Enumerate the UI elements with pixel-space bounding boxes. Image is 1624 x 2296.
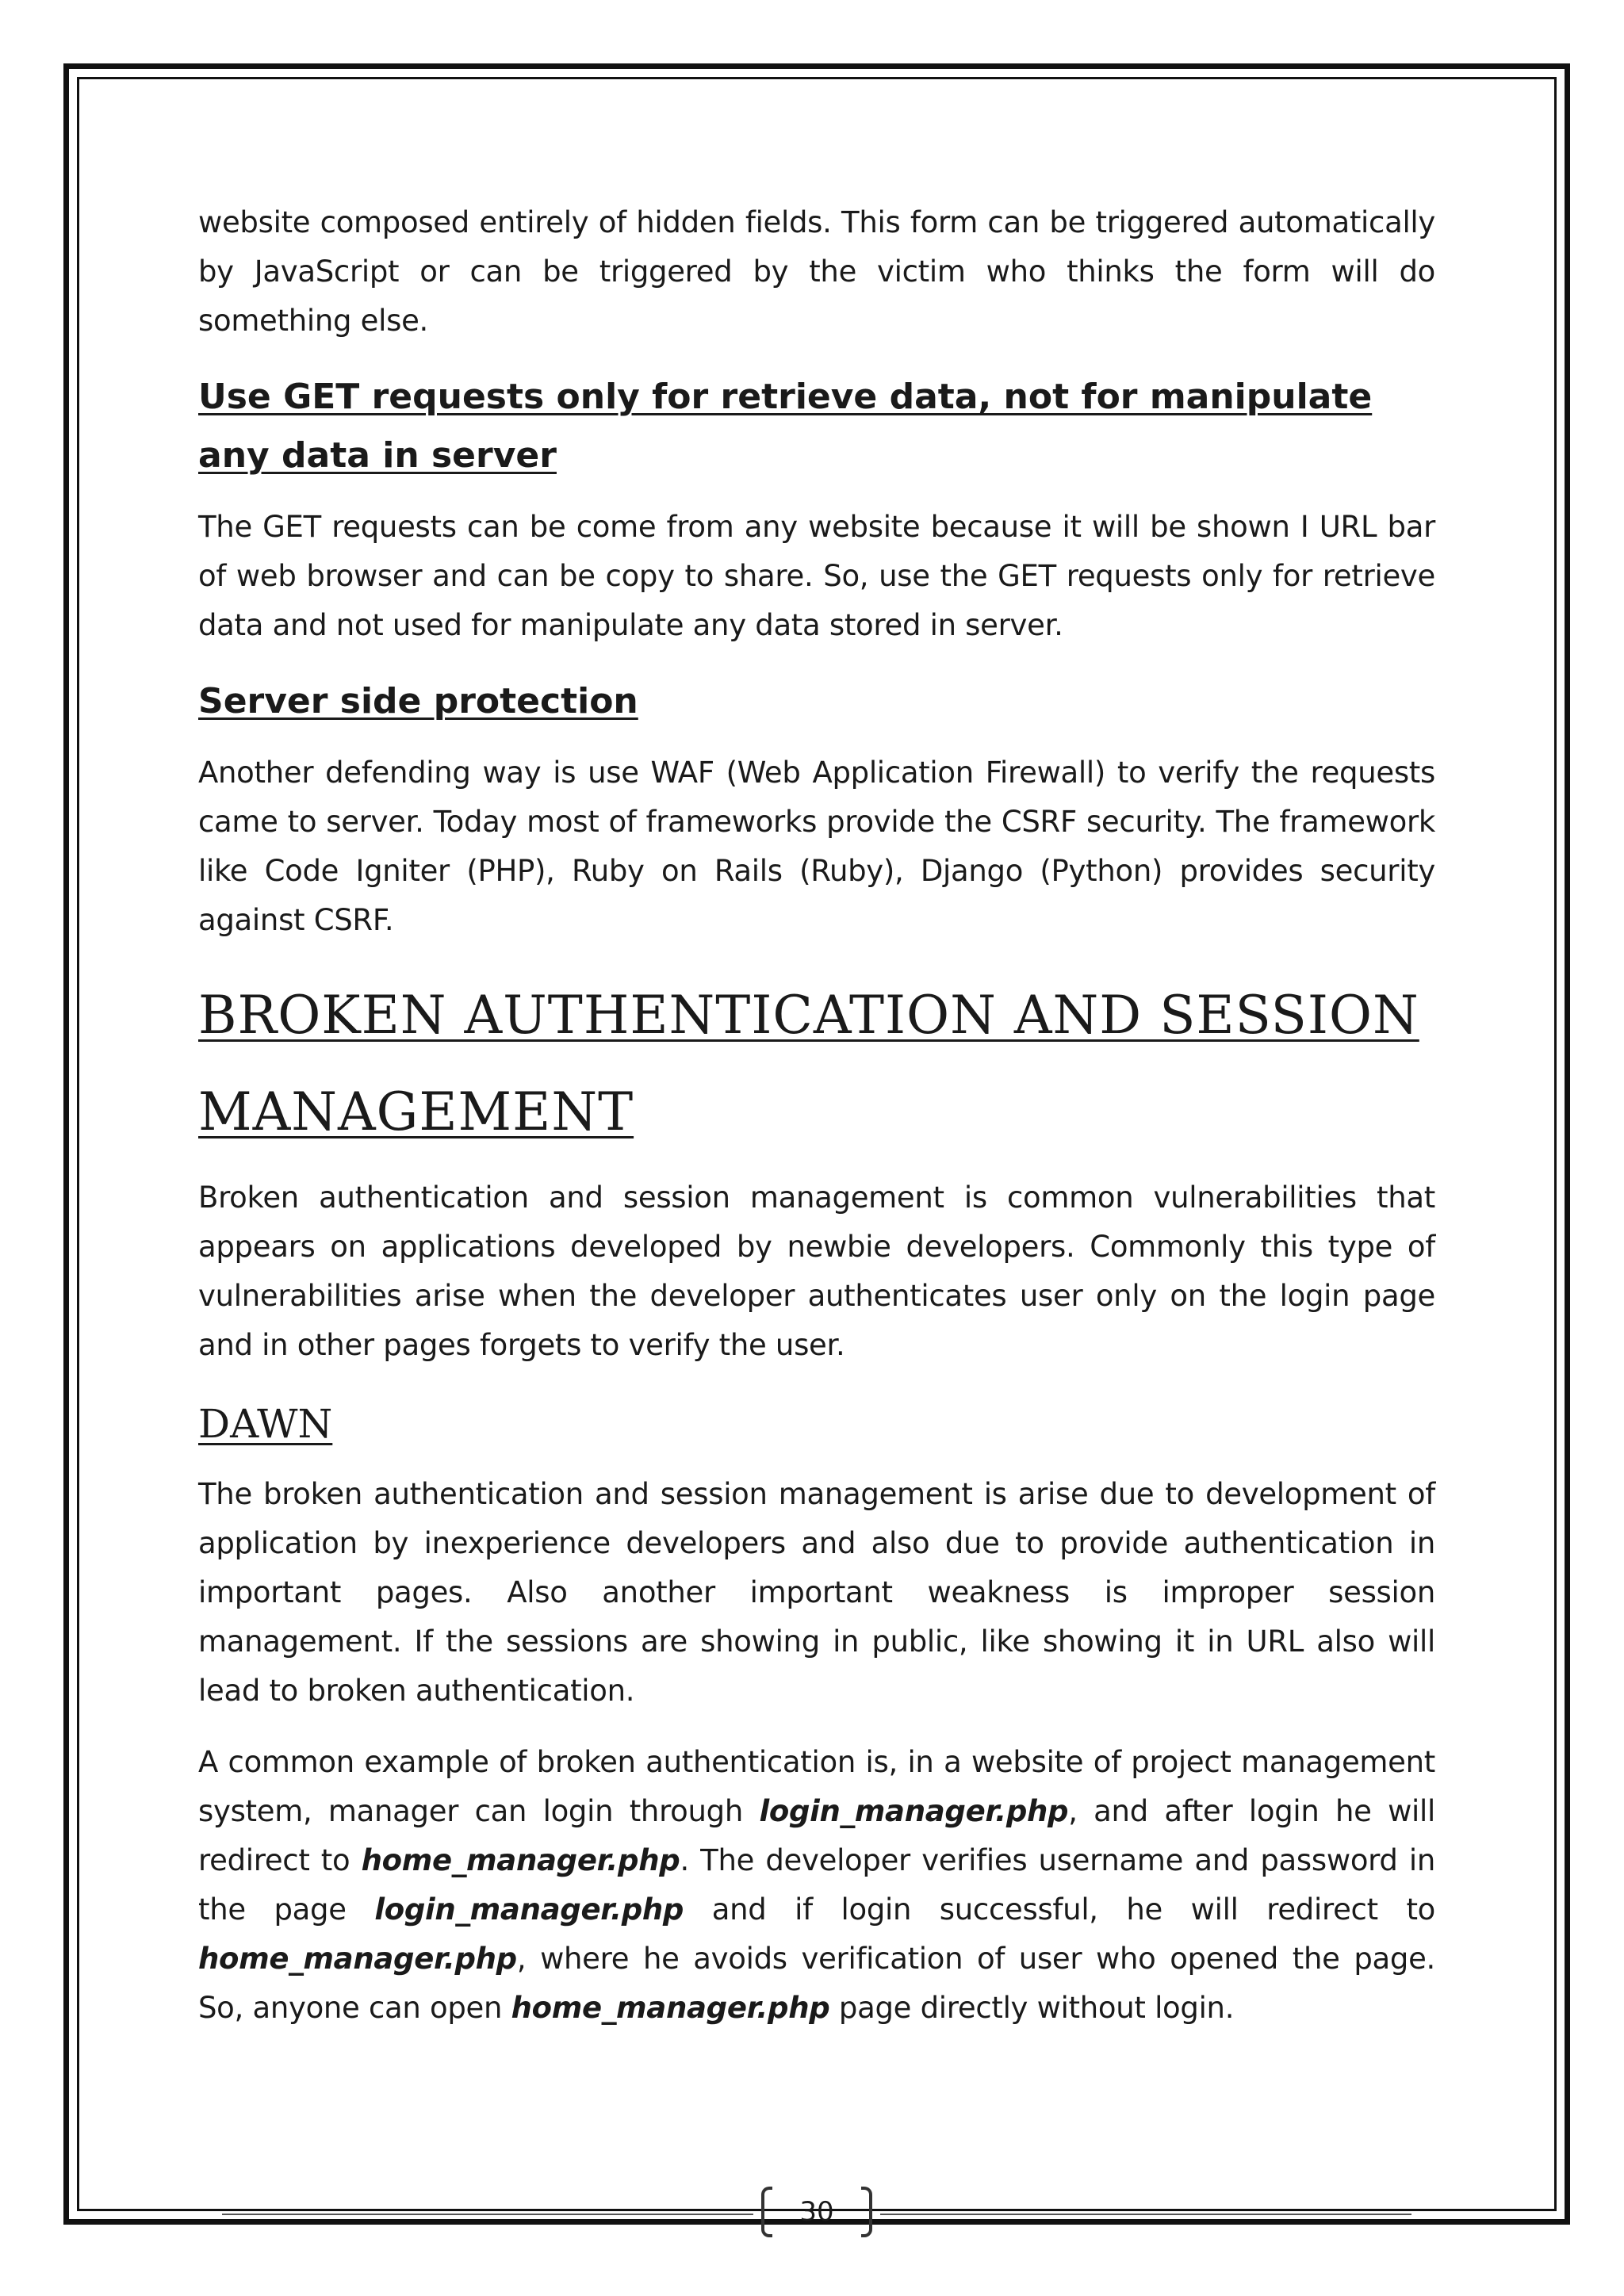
heading-get-requests: Use GET requests only for retrieve data, not for manipulate any data in server <box>198 377 1373 476</box>
section-title: BROKEN AUTHENTICATION AND SESSION MANAGEMENT <box>198 985 1419 1142</box>
footer-bracket-left-icon <box>761 2187 772 2237</box>
code-filename: login_manager.php <box>759 1794 1069 1828</box>
paragraph-broken-auth-intro: Broken authentication and session management is common vulnerabilities that appears on applications developed by newbie developers. Commonly this type of vulnerabilities arise when the developer authenticates user only on the login page and in other pages forgets to verify the user. <box>198 1181 1435 1362</box>
paragraph-waf: Another defending way is use WAF (Web Application Firewall) to verify the requests came to server. Today most of frameworks provide the CSRF security. The framework like Code Igniter (PHP), Ruby on Rails (Ruby), Django (Python) provides security against CSRF. <box>198 756 1435 937</box>
page-number: 30 <box>799 2196 834 2228</box>
example-text: , and after login he will redirect to <box>198 1794 1435 1877</box>
example-text: , where he avoids verification of user who opened the page. So, anyone can open <box>198 1942 1435 2025</box>
page-content <box>198 198 1435 2055</box>
paragraph-get-requests: The GET requests can be come from any website because it will be shown I URL bar of web browser and can be copy to share. So, use the GET requests only for retrieve data and not used for manipulate any data stored in server. <box>198 510 1435 642</box>
paragraph-example <box>198 1738 1435 2033</box>
footer-bracket-right-icon <box>861 2187 872 2237</box>
footer-rule-left <box>222 2214 753 2215</box>
footer-rule-right <box>880 2214 1411 2215</box>
paragraph-hidden-fields: website composed entirely of hidden fields. This form can be triggered automatically by JavaScript or can be triggered by the victim who thinks the form will do something else. <box>198 205 1435 338</box>
page-footer <box>222 2182 1411 2245</box>
paragraph-dawn: The broken authentication and session management is arise due to development of application by inexperience developers and also due to provide authentication in important pages. Also another important weakness is improper session management. If the sessions are showing in public, like showing it in URL also will lead to broken authentication. <box>198 1477 1435 1708</box>
example-text: page directly without login. <box>829 1991 1235 2025</box>
code-filename: login_manager.php <box>374 1892 684 1927</box>
code-filename: home_manager.php <box>361 1843 680 1877</box>
code-filename: home_manager.php <box>511 1991 830 2025</box>
heading-dawn: DAWN <box>198 1401 333 1447</box>
code-filename: home_manager.php <box>198 1942 517 1976</box>
heading-server-side-protection: Server side protection <box>198 681 638 721</box>
example-text: and if login successful, he will redirect to <box>684 1892 1435 1927</box>
example-text: . The developer verifies username and password in the page <box>198 1843 1435 1927</box>
example-text: A common example of broken authentication is, in a website of project management system, manager can login through <box>198 1745 1435 1828</box>
